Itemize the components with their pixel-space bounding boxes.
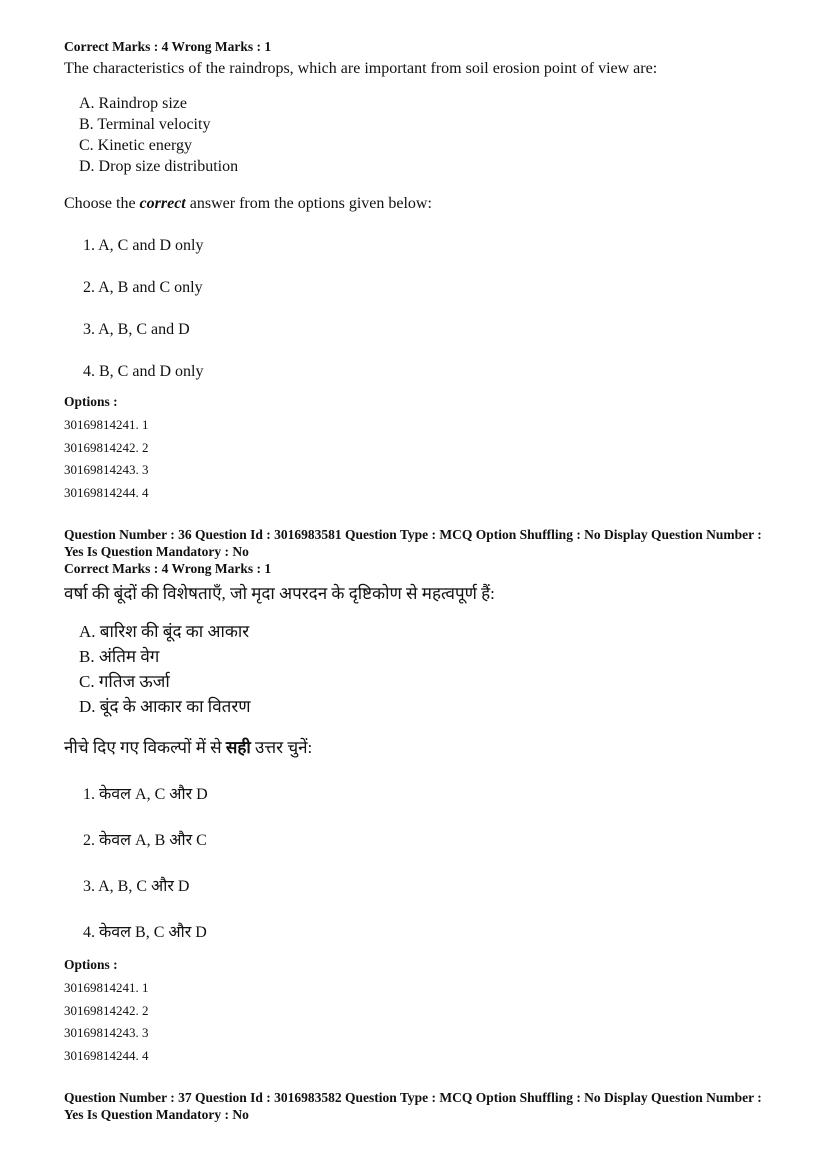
choose-prefix: नीचे दिए गए विकल्पों में से bbox=[64, 738, 226, 757]
choose-prefix: Choose the bbox=[64, 195, 140, 212]
statement-list bbox=[79, 619, 764, 719]
answer-option: 3. A, B, C and D bbox=[83, 321, 190, 338]
statement-item: C. Kinetic energy bbox=[79, 137, 193, 154]
option-id: 30169814243. 3 bbox=[64, 462, 149, 477]
statement-item: D. Drop size distribution bbox=[79, 158, 239, 175]
answer-option: 2. केवल A, B और C bbox=[83, 832, 207, 849]
statement-item: D. बूंद के आकार का वितरण bbox=[79, 697, 251, 716]
statement-item: C. गतिज ऊर्जा bbox=[79, 672, 170, 691]
statement-list bbox=[79, 93, 764, 177]
choose-instruction bbox=[64, 735, 764, 758]
option-id: 30169814244. 4 bbox=[64, 1047, 149, 1063]
choose-instruction bbox=[64, 195, 764, 213]
statement-item: A. बारिश की बूंद का आकार bbox=[79, 622, 250, 641]
answer-list bbox=[83, 772, 764, 956]
answer-option: 4. केवल B, C और D bbox=[83, 924, 207, 941]
answer-option: 3. A, B, C और D bbox=[83, 878, 190, 895]
option-id: 30169814242. 2 bbox=[64, 439, 149, 455]
options-label: Options : bbox=[64, 957, 118, 972]
options-label: Options : bbox=[64, 394, 118, 409]
question-text: The characteristics of the raindrops, which are important from soil erosion point of view are: bbox=[64, 60, 658, 77]
answer-list bbox=[83, 225, 764, 393]
option-id-list bbox=[64, 977, 764, 1067]
option-id: 30169814242. 2 bbox=[64, 1002, 149, 1018]
statement-item: A. Raindrop size bbox=[79, 95, 187, 112]
answer-option: 1. केवल A, C और D bbox=[83, 786, 208, 803]
option-id: 30169814241. 1 bbox=[64, 980, 149, 995]
choose-emphasis: correct bbox=[139, 195, 186, 212]
question-36-block bbox=[64, 526, 764, 1067]
option-id-list bbox=[64, 414, 764, 504]
question-header: Question Number : 36 Question Id : 3016983581 Question Type : MCQ Option Shuffling : No Display Question Number : Yes Is Question Mandatory : No bbox=[64, 527, 762, 559]
statement-item: B. Terminal velocity bbox=[79, 116, 211, 133]
question-text: वर्षा की बूंदों की विशेषताएँ, जो मृदा अपरदन के दृष्टिकोण से महत्वपूर्ण हैं: bbox=[64, 584, 495, 603]
option-id: 30169814243. 3 bbox=[64, 1025, 149, 1040]
answer-option: 4. B, C and D only bbox=[83, 363, 204, 380]
marks-line: Correct Marks : 4 Wrong Marks : 1 bbox=[64, 561, 272, 576]
marks-line: Correct Marks : 4 Wrong Marks : 1 bbox=[64, 39, 272, 54]
answer-option: 1. A, C and D only bbox=[83, 237, 204, 254]
choose-suffix: उत्तर चुनें: bbox=[250, 738, 313, 757]
question-37-block bbox=[64, 1089, 764, 1123]
choose-emphasis: सही bbox=[225, 738, 251, 757]
statement-item: B. अंतिम वेग bbox=[79, 647, 160, 666]
option-id: 30169814241. 1 bbox=[64, 417, 149, 432]
choose-suffix: answer from the options given below: bbox=[185, 195, 432, 212]
answer-option: 2. A, B and C only bbox=[83, 279, 203, 296]
question-35-block bbox=[64, 38, 764, 504]
question-header: Question Number : 37 Question Id : 3016983582 Question Type : MCQ Option Shuffling : No Display Question Number : Yes Is Question Mandatory : No bbox=[64, 1090, 762, 1122]
option-id: 30169814244. 4 bbox=[64, 484, 149, 500]
